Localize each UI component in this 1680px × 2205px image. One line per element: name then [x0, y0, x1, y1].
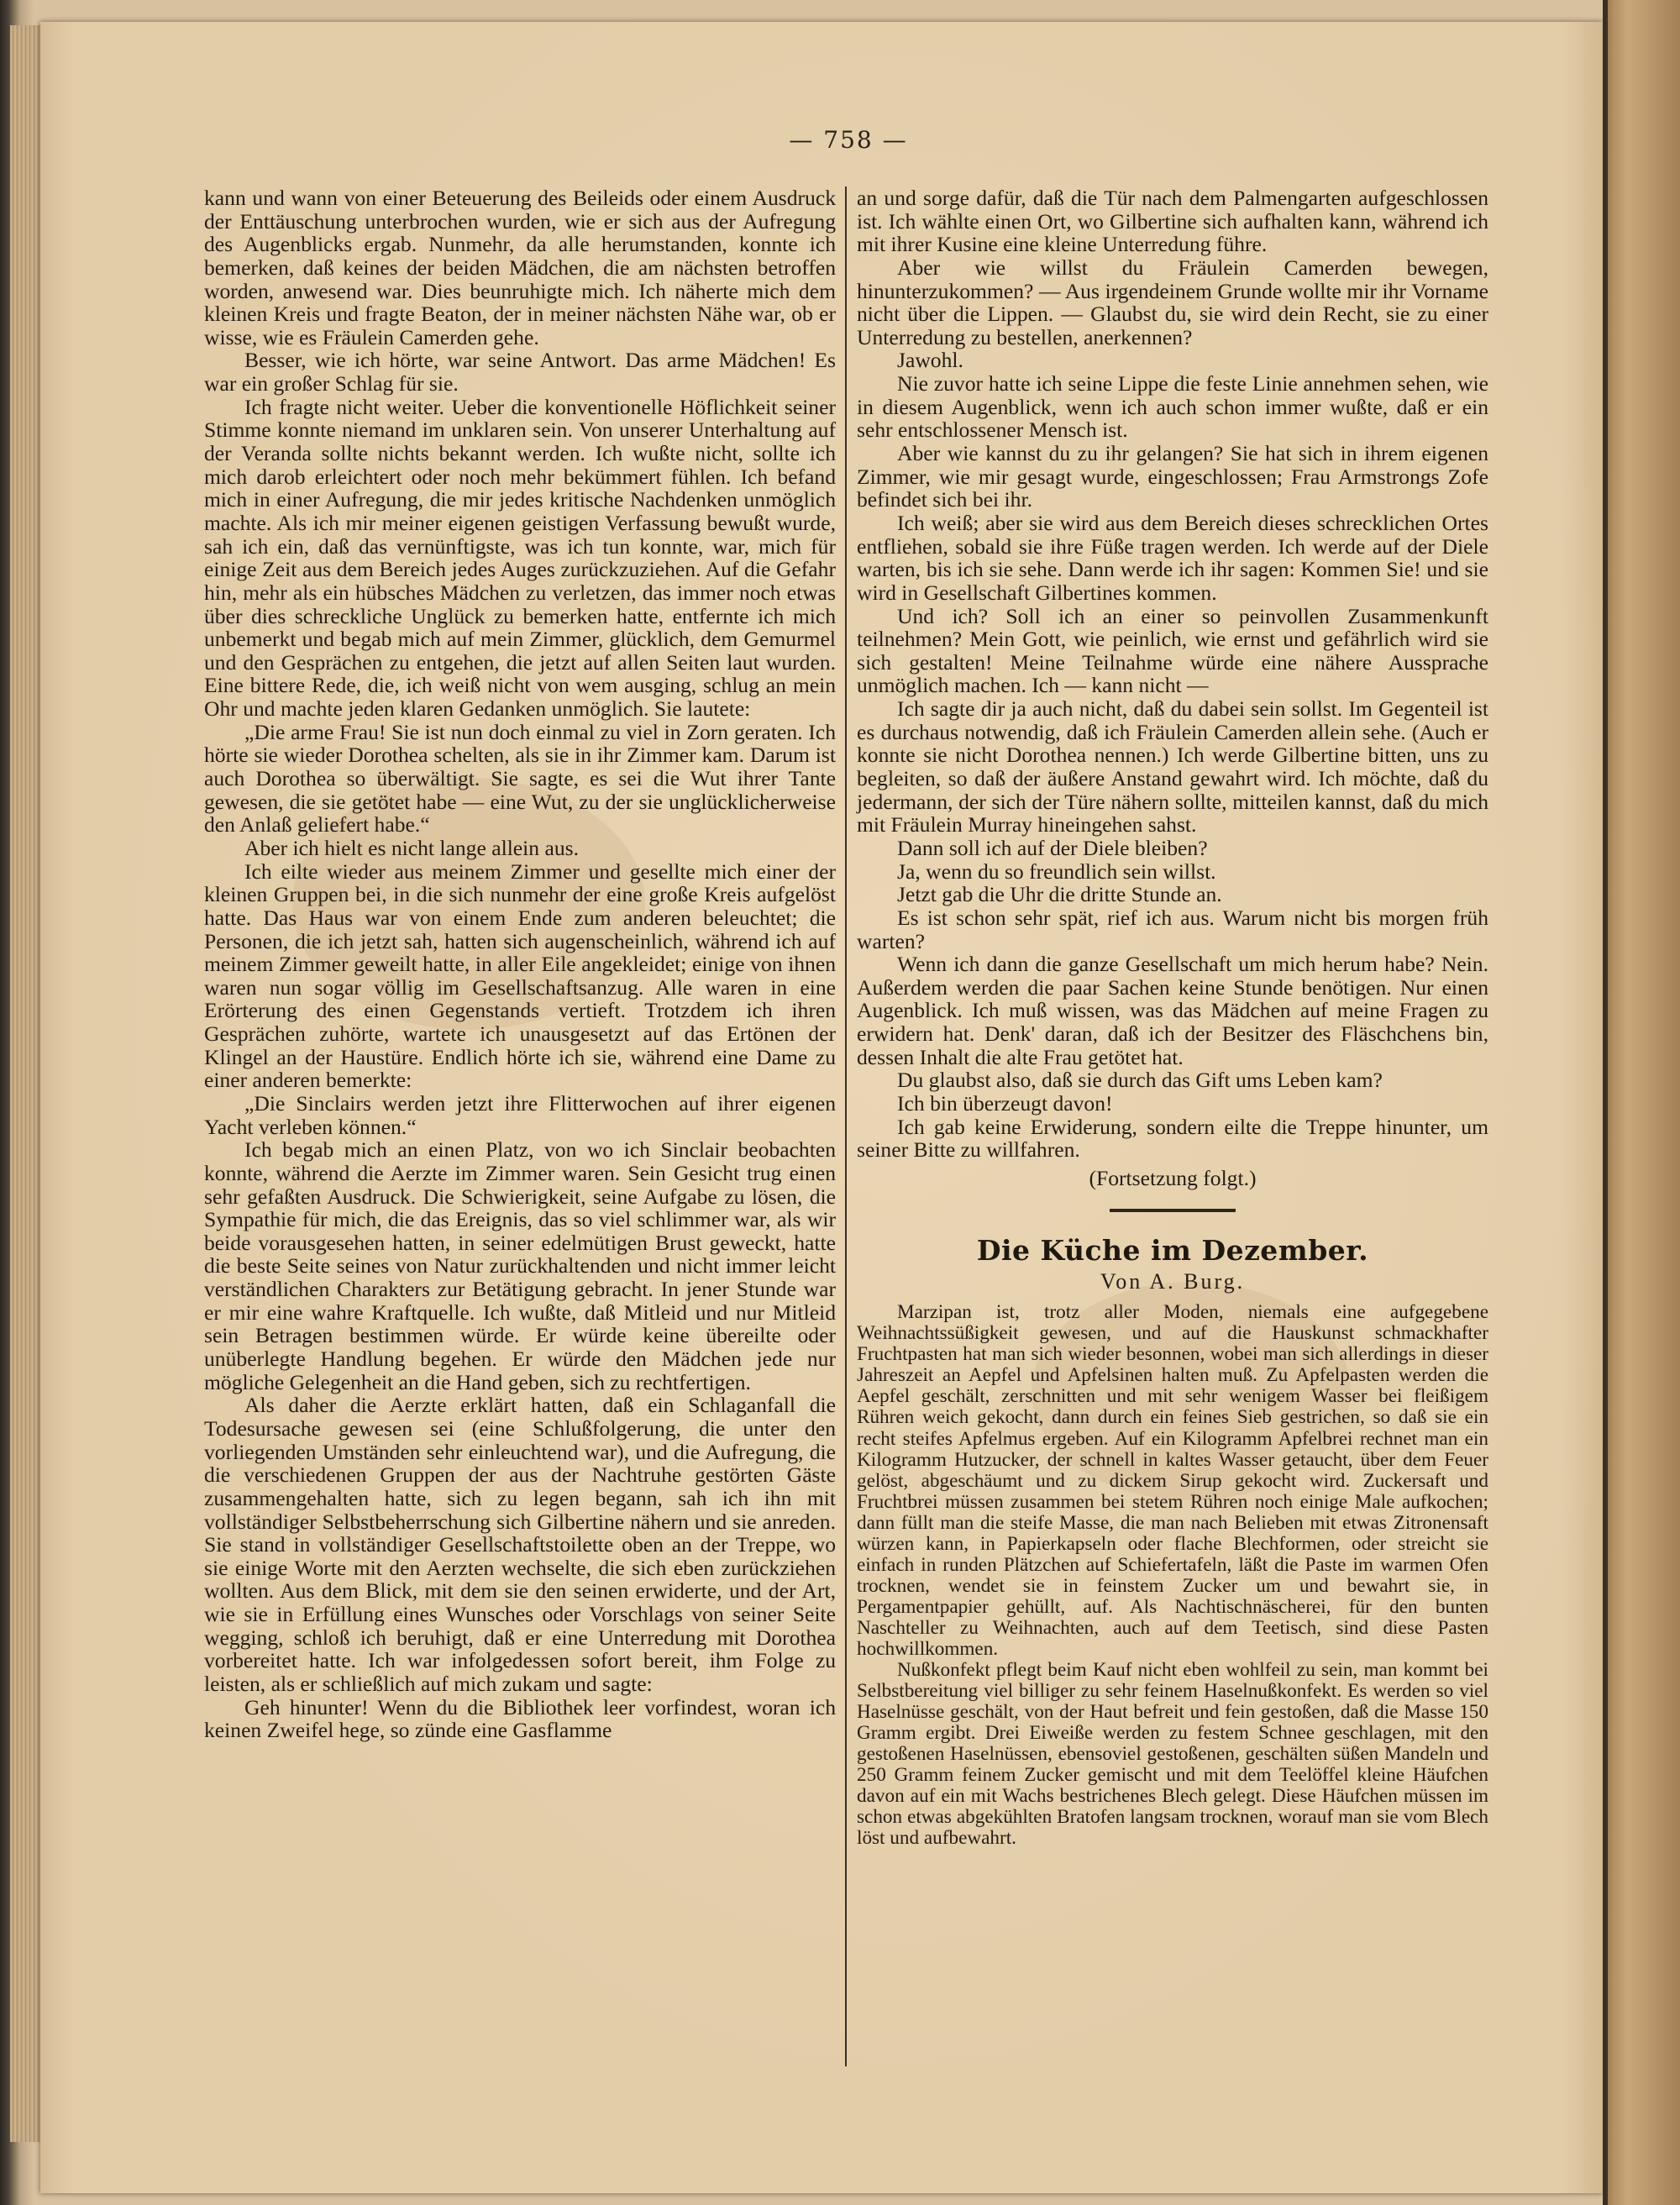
paragraph: Aber wie willst du Fräulein Camerden bewegen, hinunterzukommen? — Aus irgendeinem Grunde wollte mir ihr Vorname nicht über die Lippen. — Glaubst du, sie wird dein Recht, sie zu einer Unterredung zu bestellen, anerkennen?: [857, 255, 1488, 349]
continuation-note: (Fortsetzung folgt.): [1089, 1165, 1257, 1190]
article-title: Die Küche im Dezember.: [976, 1233, 1369, 1267]
left-column: [204, 186, 836, 1742]
paragraph: Nußkonfekt pflegt beim Kauf nicht eben wohlfeil zu sein, man kommt bei Selbstbereitung viel billiger zu sehr feinem Haselnußkonfekt. Es werden so viel Haselnüsse geschält, von der Haut befreit und fein gestoßen, daß die Masse 150 Gramm ergibt. Drei Eiweiße werden zu festem Schnee geschlagen, mit den gestoßenen Haselnüssen, ebensoviel gestoßenen, geschälten süßen Mandeln und 250 Gramm feinem Zucker gemischt und mit dem Teelöffel kleine Häufchen davon auf ein mit Wachs bestrichenes Blech gelegt. Diese Häufchen müssen im schon etwas abgekühlten Bratofen langsam trocknen, worauf man sie vom Blech löst und aufbewahrt.: [857, 1659, 1488, 1850]
paragraph: Besser, wie ich hörte, war seine Antwort. Das arme Mädchen! Es war ein großer Schlag für sie.: [204, 348, 836, 396]
paragraph: Als daher die Aerzte erklärt hatten, daß ein Schlaganfall die Todesursache gewesen sei (eine Schlußfolgerung, die unter den vorliegenden Umständen sehr einleuchtend war), und die Aufregung, die die verschiedenen Gruppen der aus der Nachtruhe gestörten Gäste zusammengehalten hatte, sich zu legen begann, sah ich ihn mit vollständiger Selbstbeherrschung sich Gilbertine nähern und sie anreden. Sie stand in vollständiger Gesellschaftstoilette oben an der Treppe, wo sie einige Worte mit den Aerzten wechselte, die sich eben zurückziehen wollten. Aus dem Blick, mit dem sie den seinen erwiderte, und der Art, wie sie in Erfüllung eines Wunsches oder Vorschlags von seiner Seite wegging, schloß ich beruhigt, daß er eine Unterredung mit Dorothea vorbereitet hatte. Ich war infolgedessen sofort bereit, ihm Folge zu leisten, als er schließlich auf mich zukam und sagte:: [204, 1393, 836, 1696]
paragraph: „Die Sinclairs werden jetzt ihre Flitterwochen auf ihrer eigenen Yacht verleben können.“: [204, 1090, 836, 1139]
section-separator: [1110, 1209, 1236, 1212]
paragraph: Ich gab keine Erwiderung, sondern eilte die Treppe hinunter, um seiner Bitte zu willfahren.: [857, 1114, 1488, 1163]
paragraph: Ja, wenn du so freundlich sein willst.: [897, 858, 1216, 884]
paragraph: Nie zuvor hatte ich seine Lippe die feste Linie annehmen sehen, wie in diesem Augenblick, wenn ich auch schon immer wußte, daß er ein sehr entschlossener Mensch ist.: [857, 371, 1488, 443]
paragraph: Aber ich hielt es nicht lange allein aus.: [244, 835, 579, 860]
paragraph: Marzipan ist, trotz aller Moden, niemals eine aufgegebene Weihnachtssüßigkeit gewesen, und auf die Hauskunst schmackhafter Fruchtpasten hat man sich wieder besonnen, wobei man sich allerdings in dieser Jahreszeit an Aepfel und Apfelsinen halten muß. Zu Apfelpasten werden die Aepfel geschält, zerschnitten und mit sehr wenigem Wasser bei fleißigem Rühren weich gekocht, dann durch ein feines Sieb gestrichen, so daß sie ein recht steifes Apfelmus ergeben. Auf ein Kilogramm Apfelbrei rechnet man ein Kilogramm Hutzucker, der schnell in kaltes Wasser getaucht, über dem Feuer gelöst, abgeschäumt und zu dickem Sirup gekocht wird. Zuckersaft und Fruchtbrei müssen zusammen bei stetem Rühren noch einige Male aufkochen; dann füllt man die steife Masse, die man nach Belieben mit etwas Zitronensaft würzen kann, in Papierkapseln oder flache Blechformen, oder streicht sie einfach in runden Plätzchen auf Schiefertafeln, läßt die Paste im warmen Ofen trocknen, wendet sie in feinstem Zucker um und bewahrt sie, in Pergamentpapier gehüllt, auf. Als Nachtischnäscherei, für den bunten Naschteller zu Weihnachten, auch auf dem Teetisch, sind diese Pasten hochwillkommen.: [857, 1301, 1488, 1660]
paragraph: kann und wann von einer Beteuerung des Beileids oder einem Ausdruck der Enttäuschung unterbrochen wurden, wie er sich aus der Aufregung des Augenblicks ergab. Nunmehr, da alle herumstanden, konnte ich bemerken, daß keines der beiden Mädchen, die am nächsten betroffen worden, anwesend war. Dies beunruhigte mich. Ich näherte mich dem kleinen Kreis und fragte Beaton, der in meiner nächsten Nähe war, ob er wisse, wie es Fräulein Camerden gehe.: [204, 186, 836, 349]
paragraph: Ich eilte wieder aus meinem Zimmer und gesellte mich einer der kleinen Gruppen bei, in die sich nunmehr der eine große Kreis aufgelöst hatte. Das Haus war von einem Ende zum anderen beleuchtet; die Personen, die ich jetzt sah, hatten sich augenscheinlich, während ich auf meinem Zimmer geweilt hatte, in aller Eile angekleidet; einige von ihnen waren nun sogar völlig im Gesellschaftsanzug. Alle waren in eine Erörterung des einen Gegenstands vertieft. Trotzdem ich ihren Gesprächen zuhörte, wartete ich unausgesetzt auf das Ertönen der Klingel an der Haustüre. Endlich hörte ich sie, während eine Dame zu einer anderen bemerkte:: [204, 858, 836, 1093]
paragraph: Ich sagte dir ja auch nicht, daß du dabei sein sollst. Im Gegenteil ist es durchaus notwendig, daß ich Fräulein Camerden allein sehe. (Auch er konnte sie nicht Dorothea nennen.) Ich werde Gilbertine bitten, uns zu begleiten, so daß der äußere Anstand gewahrt wird. Ich möchte, daß du jedermann, der sich der Türe nähern sollte, mitteilen kannst, daß du mich mit Fräulein Murray hineingehen sahst.: [857, 696, 1488, 837]
paragraph: Jetzt gab die Uhr die dritte Stunde an.: [897, 882, 1222, 907]
page-stack-edges: [10, 25, 44, 2142]
right-column: [857, 186, 1488, 1849]
paragraph: Und ich? Soll ich an einer so peinvollen Zusammenkunft teilnehmen? Mein Gott, wie peinlich, wie ernst und gefährlich wird sie sich gestalten! Meine Teilnahme würde eine nähere Aussprache unmöglich machen. Ich — kann nicht —: [857, 603, 1488, 698]
paragraph: Ich fragte nicht weiter. Ueber die konventionelle Höflichkeit seiner Stimme konnte niemand im unklaren sein. Von unserer Unterhaltung auf der Veranda sollte nichts bekannt werden. Ich wußte nicht, sollte ich mich darob erleichtert oder noch mehr bekümmert fühlen. Ich befand mich in einer Aufregung, die mir jedes kritische Nachdenken unmöglich machte. Als ich mir meiner eigenen geistigen Verfassung bewußt wurde, sah ich ein, daß das vernünftigste, was ich tun konnte, war, mich für einige Zeit aus dem Bereich jedes Auges zurückzuziehen. Auf die Gefahr hin, mehr als ein hübsches Mädchen zu verletzen, das immer noch etwas über dies schreckliche Unglück zu bemerken hatte, entfernte ich mich unbemerkt und begab mich auf mein Zimmer, glücklich, dem Gemurmel und den Gesprächen zu entgehen, die jetzt auf allen Seiten laut wurden. Eine bittere Rede, die, ich weiß nicht von wem ausging, schlug an mein Ohr und machte jeden klaren Gedanken unmöglich. Sie lautete:: [204, 394, 836, 722]
paragraph: Dann soll ich auf der Diele bleiben?: [897, 835, 1208, 860]
paragraph: Es ist schon sehr spät, rief ich aus. Warum nicht bis morgen früh warten?: [857, 905, 1488, 953]
page-number: — 758 —: [789, 126, 908, 154]
column-divider: [845, 186, 847, 2066]
paragraph: Du glaubst also, daß sie durch das Gift ums Leben kam?: [897, 1068, 1383, 1093]
paragraph: Ich weiß; aber sie wird aus dem Bereich dieses schrecklichen Ortes entfliehen, sobald sie ihre Füße tragen werden. Ich werde auf der Diele warten, bis ich sie sehe. Dann werde ich ihr sagen: Kommen Sie! und sie wird in Gesellschaft Gilbertines kommen.: [857, 510, 1488, 605]
paragraph: Ich bin überzeugt davon!: [897, 1090, 1113, 1116]
paragraph: „Die arme Frau! Sie ist nun doch einmal zu viel in Zorn geraten. Ich hörte sie wieder Dorothea schelten, als sie in ihr Zimmer kam. Darum ist auch Dorothea so überwältigt. Sie sagte, es sei die Wut ihrer Tante gewesen, die sie getötet habe — eine Wut, zu der sie unglücklicherweise den Anlaß geliefert habe.“: [204, 719, 836, 837]
paragraph: Geh hinunter! Wenn du die Bibliothek leer vorfindest, woran ich keinen Zweifel hege, so zünde eine Gasflamme: [204, 1694, 836, 1743]
paragraph: an und sorge dafür, daß die Tür nach dem Palmengarten aufgeschlossen ist. Ich wählte einen Ort, wo Gilbertine sich aufhalten kann, während ich mit ihrer Kusine eine kleine Unterredung führe.: [857, 186, 1488, 257]
paragraph: Wenn ich dann die ganze Gesellschaft um mich herum habe? Nein. Außerdem werden die paar Sachen keine Stunde benötigen. Nur einen Augenblick. Ich muß wissen, was das Mädchen auf meine Fragen zu erwidern hat. Denk' daran, daß ich der Besitzer des Fläschchens bin, dessen Inhalt die alte Frau getötet hat.: [857, 952, 1488, 1069]
next-page-edge: [1603, 0, 1680, 2205]
article-body: [857, 1302, 1488, 1849]
paragraph: Aber wie kannst du zu ihr gelangen? Sie hat sich in ihrem eigenen Zimmer, wie mir gesagt wurde, eingeschlossen; Frau Armstrongs Zofe befindet sich bei ihr.: [857, 441, 1488, 512]
article-byline: Von A. Burg.: [1100, 1269, 1246, 1294]
paragraph: Ich begab mich an einen Platz, von wo ich Sinclair beobachten konnte, während die Aerzte im Zimmer waren. Sein Gesicht trug einen sehr gefaßten Ausdruck. Die Schwierigkeit, seine Aufgabe zu lösen, die Sympathie für mich, die das Ereignis, das so viel schlimmer war, als wir beide vorausgesehen hatten, in seiner edelmütigen Brust geweckt, hatte die beste Seite seines von Natur zurückhaltenden und nicht immer leicht verständlichen Charakters zur Betätigung gebracht. In jener Stunde war er mir eine wahre Kraftquelle. Ich wußte, daß Mitleid und nur Mitleid sein Betragen bestimmen würde. Er würde keine übereilte oder unüberlegte Handlung begehen. Er würde den Mädchen jede nur mögliche Gelegenheit an die Hand geben, sich zu rechtfertigen.: [204, 1137, 836, 1394]
gutter: [1603, 0, 1608, 2205]
paragraph: Jawohl.: [897, 348, 963, 373]
